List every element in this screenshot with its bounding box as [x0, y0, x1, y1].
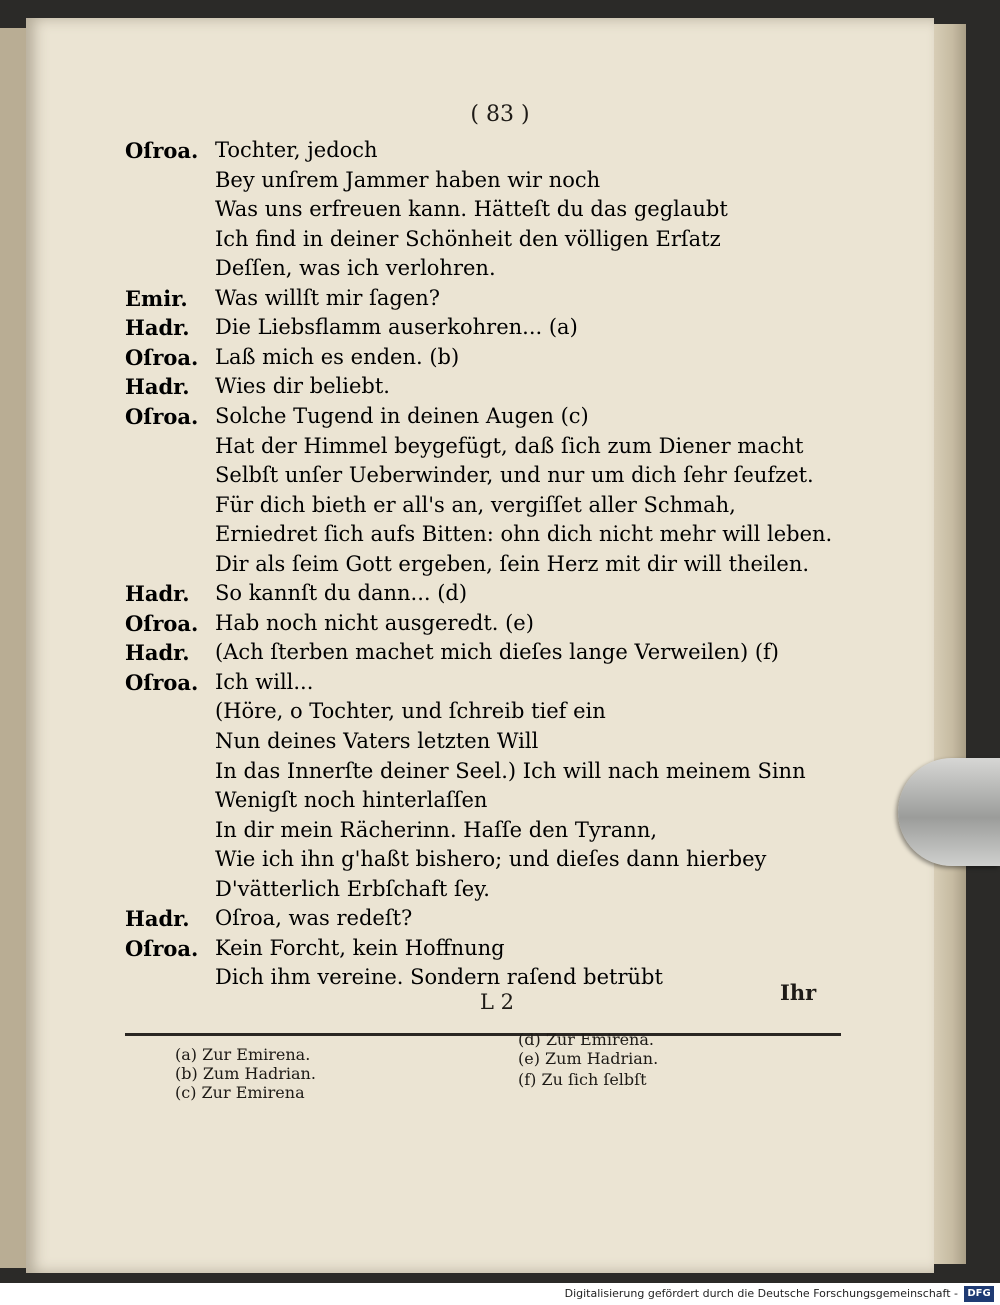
- catchword: Ihr: [780, 980, 817, 1005]
- speaker-label: Hadr.: [125, 640, 190, 665]
- verse-line: Erniedret ſich aufs Bitten: ohn dich nicht mehr will leben.: [215, 522, 833, 546]
- verse-line: Wie ich ihn g'haßt bishero; und dieſes dann hierbey: [215, 847, 767, 871]
- verse-line: (Ach ſterben machet mich dieſes lange Verweilen) (f): [215, 640, 779, 664]
- verse-line: Kein Forcht, kein Hoffnung: [215, 936, 505, 960]
- verse-line: In dir mein Rächerinn. Haſſe den Tyrann,: [215, 818, 658, 842]
- verse-line: Ich will...: [215, 670, 314, 694]
- verse-line: Dich ihm vereine. Sondern raſend betrübt: [215, 965, 663, 989]
- footnote-a: (a) Zur Emirena.: [175, 1045, 311, 1064]
- funding-credit: Digitalisierung gefördert durch die Deutsche Forschungsgemeinschaft -: [564, 1287, 958, 1300]
- footnote-d: (d) Zur Emirena.: [518, 1030, 654, 1049]
- speaker-label: Hadr.: [125, 374, 190, 399]
- speaker-label: Hadr.: [125, 906, 190, 931]
- verse-line: Solche Tugend in deinen Augen (c): [215, 404, 589, 428]
- footnote-e: (e) Zum Hadrian.: [518, 1049, 659, 1068]
- signature-mark: L 2: [480, 990, 514, 1014]
- footnote-b: (b) Zum Hadrian.: [175, 1064, 316, 1083]
- verse-line: Hat der Himmel beygefügt, daß ſich zum Diener macht: [215, 434, 804, 458]
- verse-line: Was uns erfreuen kann. Hätteſt du das geglaubt: [215, 197, 728, 221]
- facing-page-edge: [0, 28, 28, 1268]
- footnote-rule: [125, 1033, 841, 1036]
- verse-line: Tochter, jedoch: [215, 138, 378, 162]
- verse-line: D'vätterlich Erbſchaft ſey.: [215, 877, 490, 901]
- digitization-footer: [0, 1283, 1000, 1305]
- verse-line: So kannſt du dann... (d): [215, 581, 468, 605]
- verse-line: Für dich bieth er all's an, vergiſſet aller Schmah,: [215, 493, 736, 517]
- footnote-c: (c) Zur Emirena: [175, 1083, 305, 1102]
- verse-line: In das Innerſte deiner Seel.) Ich will nach meinem Sinn: [215, 759, 806, 783]
- verse-line: Die Liebsflamm auserkohren... (a): [215, 315, 578, 339]
- verse-line: Wenigſt noch hinterlaſſen: [215, 788, 488, 812]
- verse-line: Ich find in deiner Schönheit den völligen Erſatz: [215, 227, 721, 251]
- verse-line: Deſſen, was ich verlohren.: [215, 256, 496, 280]
- verse-line: Oſroa, was redeſt?: [215, 906, 413, 930]
- verse-line: Nun deines Vaters letzten Will: [215, 729, 539, 753]
- speaker-label: Hadr.: [125, 581, 190, 606]
- verse-line: (Höre, o Tochter, und ſchreib tief ein: [215, 699, 606, 723]
- dfg-logo: DFG: [964, 1286, 994, 1302]
- speaker-label: Oſroa.: [125, 345, 199, 370]
- speaker-label: Hadr.: [125, 315, 190, 340]
- verse-line: Selbſt unſer Ueberwinder, und nur um dich ſehr ſeufzet.: [215, 463, 814, 487]
- verse-line: Was willſt mir ſagen?: [215, 286, 441, 310]
- speaker-label: Oſroa.: [125, 670, 199, 695]
- verse-line: Wies dir beliebt.: [215, 374, 390, 398]
- speaker-label: Oſroa.: [125, 611, 199, 636]
- speaker-label: Oſroa.: [125, 138, 199, 163]
- verse-line: Hab noch nicht ausgeredt. (e): [215, 611, 534, 635]
- speaker-label: Emir.: [125, 286, 188, 311]
- page-clip: [898, 758, 1000, 866]
- speaker-label: Oſroa.: [125, 404, 199, 429]
- verse-line: Bey unſrem Jammer haben wir noch: [215, 168, 601, 192]
- page-stack-edge: [932, 24, 966, 1264]
- verse-line: Laß mich es enden. (b): [215, 345, 460, 369]
- page-number: ( 83 ): [470, 102, 530, 127]
- verse-line: Dir als ſeim Gott ergeben, ſein Herz mit dir will theilen.: [215, 552, 810, 576]
- speaker-label: Oſroa.: [125, 936, 199, 961]
- footnote-f: (f) Zu ſich ſelbſt: [518, 1070, 647, 1089]
